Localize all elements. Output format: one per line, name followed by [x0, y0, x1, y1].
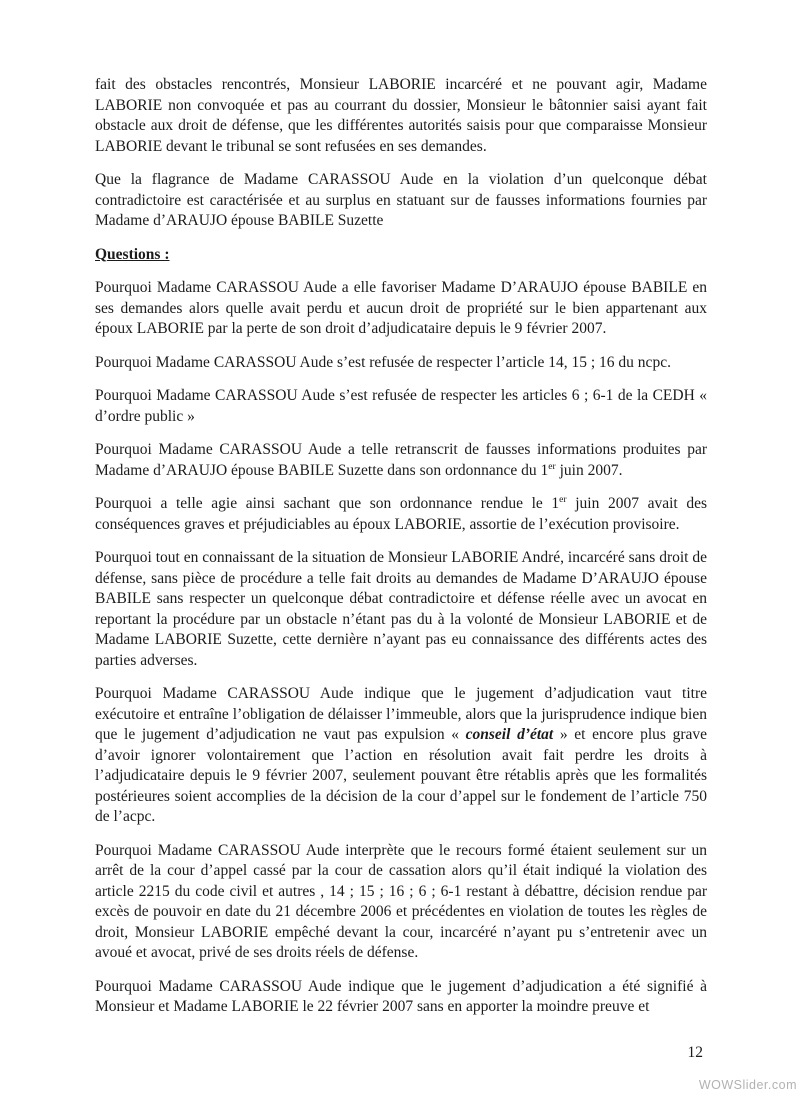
paragraph — [95, 841, 707, 964]
document-body — [95, 75, 707, 1031]
text-run: er — [559, 493, 567, 505]
paragraph — [95, 440, 707, 481]
watermark: WOWSlider.com — [698, 1078, 797, 1092]
text-run: Pourquoi Madame CARASSOU Aude indique que le jugement d’adjudication vaut titre exécutoire et entraîne l’obligation de délaisser l’immeuble, alors que la jurisprudence indique bien que le jugement d’adjudication ne vaut pas expulsion « — [95, 685, 707, 743]
page-number: 12 — [687, 1044, 703, 1061]
text-run: » et encore plus grave d’avoir ignorer volontairement que l’action en résolution avait fait perdre les droits à l’adjudicataire depuis le 9 février 2007, seulement pouvant être rétablis après que les formalités postérieures soient accomplies de la décision de la cour d’appel sur le fondement de l’article 750 de l’acpc. — [95, 726, 707, 825]
text-run: Pourquoi Madame CARASSOU Aude a telle retranscrit de fausses informations produites par Madame d’ARAUJO épouse BABILE Suzette dans son ordonnance du 1 — [95, 441, 707, 479]
paragraph — [95, 494, 707, 535]
text-run: Pourquoi Madame CARASSOU Aude interprète que le recours formé étaient seulement sur un arrêt de la cour d’appel cassé par la cour de cassation alors qu’il était indiqué la violation des article 2215 du code civil et autres , 14 ; 15 ; 16 ; 6 ; 6-1 restant à débattre, décision rendue par excès de pouvoir en date du 21 décembre 2006 et précédentes en violation de toutes les règles de droit, Monsieur LABORIE empêché devant la cour, incarcéré n’ayant pu s’entretenir avec un avoué et avocat, privé de ses droits réels de défense. — [95, 841, 707, 961]
paragraph — [95, 386, 707, 427]
paragraph — [95, 170, 707, 232]
paragraph — [95, 353, 707, 374]
text-run: Pourquoi Madame CARASSOU Aude s’est refusée de respecter les articles 6 ; 6-1 de la CEDH « d’ordre public » — [95, 387, 707, 425]
text-run: fait des obstacles rencontrés, Monsieur LABORIE incarcéré et ne pouvant agir, Madame LABORIE non convoquée et pas au courrant du dossier, Monsieur le bâtonnier saisi ayant fait obstacle aux droit de défense, que les différentes autorités saisis pour que comparaisse Monsieur LABORIE devant le tribunal se sont refusées en ses demandes. — [95, 76, 707, 155]
text-run: er — [548, 460, 556, 472]
text-run: juin 2007. — [555, 461, 623, 479]
text-run: Questions : — [95, 245, 170, 263]
paragraph — [95, 75, 707, 157]
text-run: conseil d’état — [465, 726, 554, 743]
text-run: juin 2007 avait des conséquences graves et préjudiciables au époux LABORIE, assortie de l’exécution provisoire. — [95, 495, 707, 533]
text-run: Pourquoi Madame CARASSOU Aude s’est refusée de respecter l’article 14, 15 ; 16 du ncpc. — [95, 353, 671, 371]
paragraph — [95, 278, 707, 340]
section-heading — [95, 245, 707, 266]
text-run: Pourquoi a telle agie ainsi sachant que son ordonnance rendue le 1 — [95, 495, 560, 512]
paragraph — [95, 977, 707, 1018]
paragraph — [95, 684, 707, 828]
text-run: Que la flagrance de Madame CARASSOU Aude en la violation d’un quelconque débat contradictoire est caractérisée et au surplus en statuant sur de fausses informations fournies par Madame d’ARAUJO épouse BABILE Suzette — [95, 171, 707, 229]
text-run: Pourquoi Madame CARASSOU Aude a elle favoriser Madame D’ARAUJO épouse BABILE en ses demandes alors quelle avait perdu et aucun droit de propriété sur le bien appartenant aux époux LABORIE par la perte de son droit d’adjudicataire depuis le 9 février 2007. — [95, 279, 707, 337]
text-run: Pourquoi tout en connaissant de la situation de Monsieur LABORIE André, incarcéré sans droit de défense, sans pièce de procédure a telle fait droits au demandes de Madame D’ARAUJO épouse BABILE sans respecter un quelconque débat contradictoire et défense réelle avec un avocat en reportant la procédure par un obstacle n’étant pas du à la volonté de Monsieur LABORIE et de Madame LABORIE Suzette, cette dernière n’ayant pas eu connaissance des différents actes des parties adverses. — [95, 549, 707, 669]
text-run: Pourquoi Madame CARASSOU Aude indique que le jugement d’adjudication a été signifié à Monsieur et Madame LABORIE le 22 février 2007 sans en apporter la moindre preuve et — [95, 977, 707, 1015]
paragraph — [95, 548, 707, 671]
